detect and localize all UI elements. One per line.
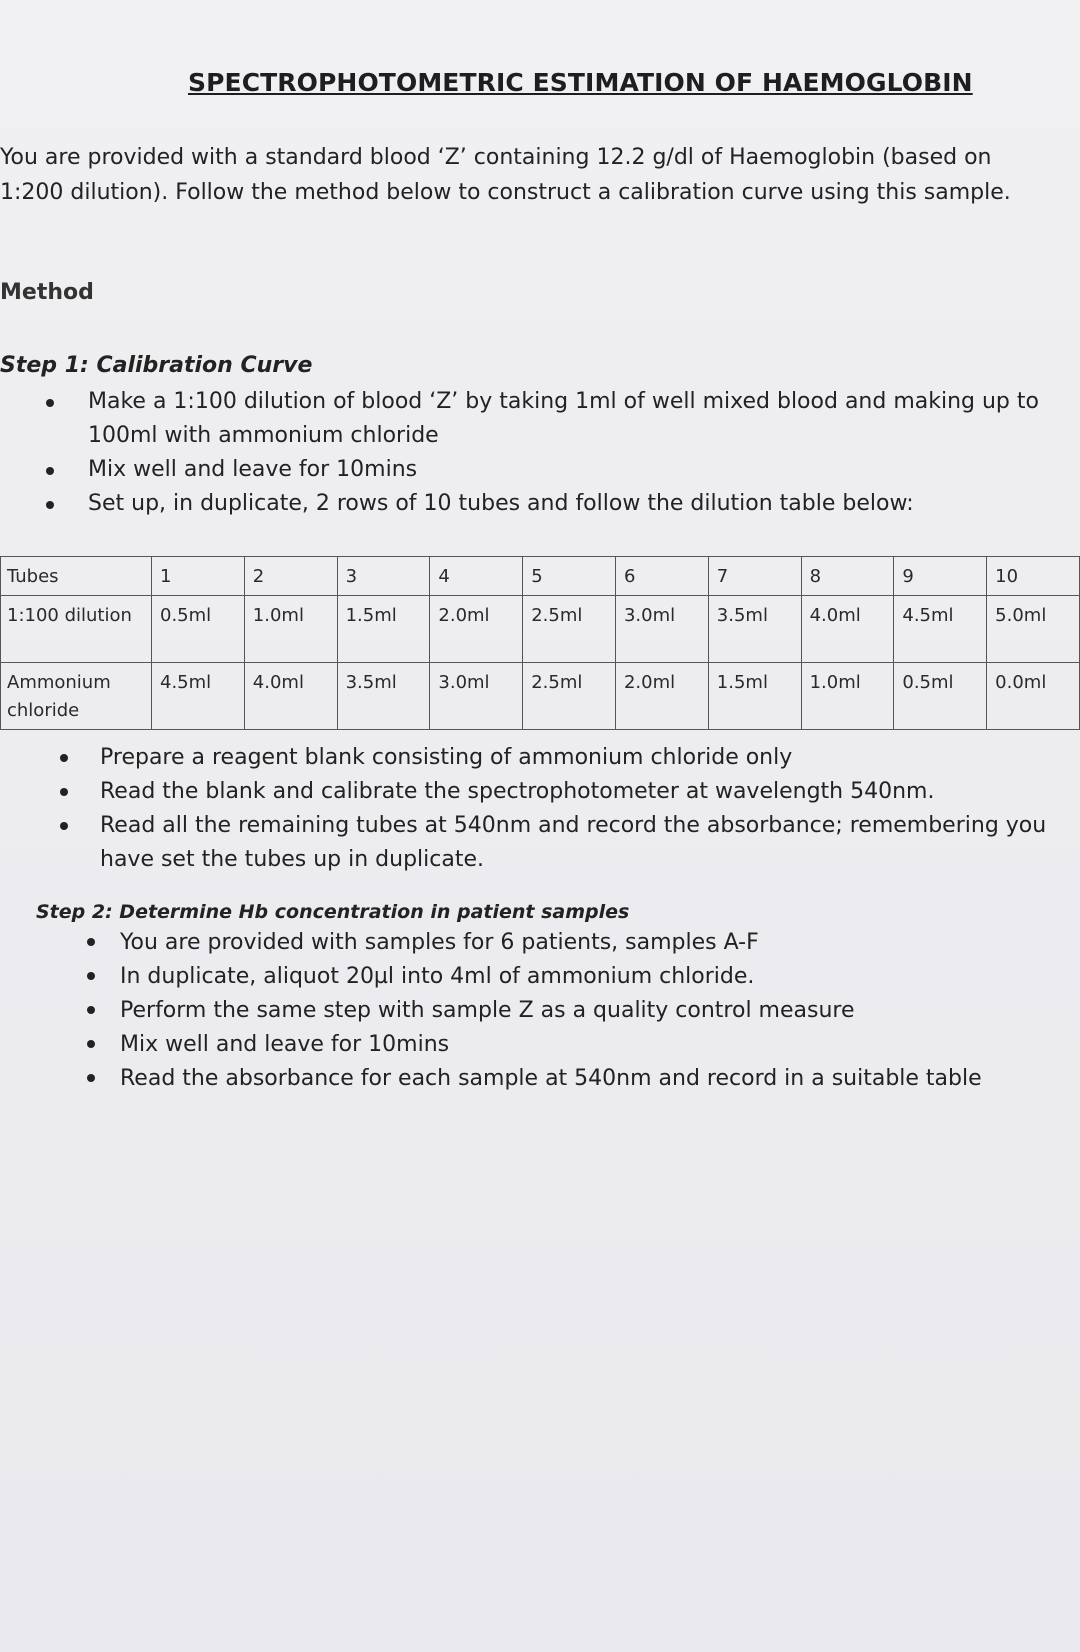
table-cell: 1.0ml <box>244 596 337 663</box>
table-cell: 5.0ml <box>987 596 1080 663</box>
row-header-tubes: Tubes <box>1 557 152 596</box>
table-cell: 3.5ml <box>337 663 430 730</box>
table-cell: 3.0ml <box>615 596 708 663</box>
list-item <box>88 385 1078 453</box>
table-row <box>1 557 1080 596</box>
table-row <box>1 596 1080 663</box>
list-item <box>88 487 1078 521</box>
table-cell: 0.0ml <box>987 663 1080 730</box>
list-item-text: Prepare a reagent blank consisting of ammonium chloride only <box>100 745 793 770</box>
list-item-text: Make a 1:100 dilution of blood ‘Z’ by taking 1ml of well mixed blood and making up to 100ml with ammonium chloride <box>88 389 1039 448</box>
table-cell: 10 <box>987 557 1080 596</box>
table-cell: 7 <box>708 557 801 596</box>
bullet-icon <box>46 467 54 475</box>
bullet-icon <box>60 754 68 762</box>
bullet-icon <box>87 938 95 946</box>
bullet-icon <box>60 788 68 796</box>
table-cell: 9 <box>894 557 987 596</box>
table-cell: 4.0ml <box>801 596 894 663</box>
table-cell: 2.0ml <box>430 596 523 663</box>
method-heading: Method <box>0 280 94 305</box>
page-title: SPECTROPHOTOMETRIC ESTIMATION OF HAEMOGLOBIN <box>188 68 973 97</box>
post-table-bullet-list <box>100 741 1080 877</box>
table-cell: 8 <box>801 557 894 596</box>
step1-heading: Step 1: Calibration Curve <box>0 353 313 378</box>
table-cell: 1.5ml <box>708 663 801 730</box>
list-item <box>100 741 1080 775</box>
bullet-icon <box>87 1006 95 1014</box>
table-cell: 2 <box>244 557 337 596</box>
step2-heading: Step 2: Determine Hb concentration in patient samples <box>36 901 630 923</box>
dilution-table <box>0 556 1080 730</box>
table-cell: 3 <box>337 557 430 596</box>
list-item <box>100 809 1080 877</box>
bullet-icon <box>87 972 95 980</box>
table-cell: 4 <box>430 557 523 596</box>
list-item-text: Read all the remaining tubes at 540nm and record the absorbance; remembering you have set the tubes up in duplicate. <box>100 813 1047 872</box>
table-row <box>1 663 1080 730</box>
list-item <box>120 926 1080 960</box>
list-item <box>88 453 1078 487</box>
bullet-icon <box>60 822 68 830</box>
bullet-icon <box>87 1074 95 1082</box>
list-item <box>120 1062 1080 1096</box>
row-header-ammonium-chloride: Ammonium chloride <box>1 663 152 730</box>
intro-paragraph: You are provided with a standard blood ‘Z’ containing 12.2 g/dl of Haemoglobin (based on 1:200 dilution). Follow the method below to construct a calibration curve using this sample. <box>0 145 1011 205</box>
step2-bullet-list <box>120 926 1080 1096</box>
list-item-text: In duplicate, aliquot 20µl into 4ml of ammonium chloride. <box>120 964 755 989</box>
table-cell: 5 <box>523 557 616 596</box>
list-item-text: Mix well and leave for 10mins <box>88 457 418 482</box>
table-cell: 3.5ml <box>708 596 801 663</box>
table-cell: 0.5ml <box>152 596 245 663</box>
table-cell: 3.0ml <box>430 663 523 730</box>
table-cell: 2.5ml <box>523 663 616 730</box>
table-cell: 4.5ml <box>152 663 245 730</box>
table-cell: 0.5ml <box>894 663 987 730</box>
table-cell: 6 <box>615 557 708 596</box>
step1-bullet-list <box>88 385 1078 521</box>
list-item-text: Mix well and leave for 10mins <box>120 1032 450 1057</box>
table-cell: 2.0ml <box>615 663 708 730</box>
list-item <box>120 994 1080 1028</box>
table-cell: 4.0ml <box>244 663 337 730</box>
list-item <box>100 775 1080 809</box>
list-item-text: Perform the same step with sample Z as a quality control measure <box>120 998 855 1023</box>
table-cell: 1.0ml <box>801 663 894 730</box>
list-item-text: Read the absorbance for each sample at 540nm and record in a suitable table <box>120 1066 982 1091</box>
table-cell: 2.5ml <box>523 596 616 663</box>
list-item-text: You are provided with samples for 6 patients, samples A-F <box>120 930 759 955</box>
table-cell: 1 <box>152 557 245 596</box>
bullet-icon <box>46 501 54 509</box>
bullet-icon <box>46 399 54 407</box>
table-cell: 4.5ml <box>894 596 987 663</box>
bullet-icon <box>87 1040 95 1048</box>
table-cell: 1.5ml <box>337 596 430 663</box>
row-header-dilution: 1:100 dilution <box>1 596 152 663</box>
list-item-text: Read the blank and calibrate the spectrophotometer at wavelength 540nm. <box>100 779 935 804</box>
list-item <box>120 960 1080 994</box>
list-item <box>120 1028 1080 1062</box>
list-item-text: Set up, in duplicate, 2 rows of 10 tubes and follow the dilution table below: <box>88 491 914 516</box>
